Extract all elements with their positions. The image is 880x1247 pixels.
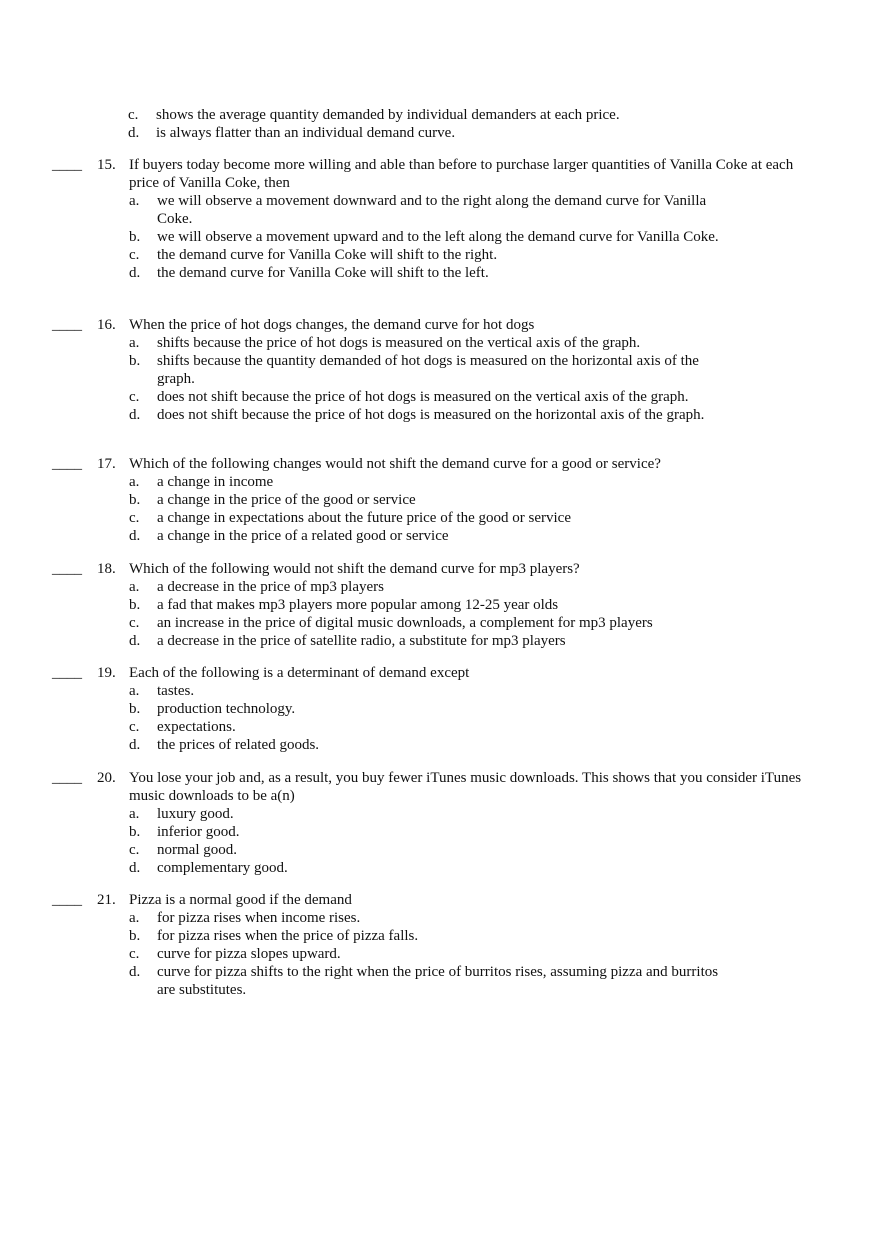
option-text: does not shift because the price of hot dogs is measured on the vertical axis of the graph. (157, 389, 689, 405)
option-d (129, 527, 723, 545)
continued-options (128, 106, 768, 142)
option-letter: a. (129, 474, 140, 490)
option-c (129, 388, 723, 406)
option-b (129, 491, 723, 509)
option-letter: a. (129, 683, 140, 699)
question-stem: When the price of hot dogs changes, the demand curve for hot dogs (129, 317, 535, 333)
option-text: shows the average quantity demanded by individual demanders at each price. (156, 107, 620, 123)
option-text: complementary good. (157, 860, 288, 876)
option-text: the demand curve for Vanilla Coke will shift to the right. (157, 247, 498, 263)
option-letter: b. (129, 928, 141, 944)
options-list (129, 909, 812, 999)
option-text: for pizza rises when income rises. (157, 910, 361, 926)
question-number: 16. (97, 317, 116, 333)
option-letter: c. (129, 247, 140, 263)
option-letter: b. (129, 492, 141, 508)
question-stem: You lose your job and, as a result, you buy fewer iTunes music downloads. This shows that you consider iTunes music downloads to be a(n) (129, 770, 802, 804)
option-a (129, 682, 723, 700)
option-c (129, 841, 723, 859)
option-letter: d. (129, 265, 141, 281)
option-letter: b. (129, 701, 141, 717)
option-a (129, 334, 723, 352)
option-text: the demand curve for Vanilla Coke will shift to the left. (157, 265, 489, 281)
option-text: a fad that makes mp3 players more popular among 12-25 year olds (157, 597, 559, 613)
option-text: the prices of related goods. (157, 737, 320, 753)
answer-blank[interactable]: ____ (52, 157, 82, 173)
option-letter: c. (129, 510, 140, 526)
option-text: a change in expectations about the future price of the good or service (157, 510, 572, 526)
option-c (129, 945, 723, 963)
option-d (128, 124, 768, 142)
option-text: tastes. (157, 683, 195, 699)
options-list (129, 805, 812, 877)
option-letter: a. (129, 806, 140, 822)
question-16 (52, 316, 812, 424)
option-letter: d. (129, 407, 141, 423)
option-text: a change in the price of a related good or service (157, 528, 449, 544)
question-stem: Which of the following would not shift the demand curve for mp3 players? (129, 561, 580, 577)
option-text: production technology. (157, 701, 296, 717)
option-d (129, 264, 723, 282)
answer-blank[interactable]: ____ (52, 317, 82, 333)
option-text: luxury good. (157, 806, 234, 822)
question-18 (52, 560, 812, 650)
option-c (128, 106, 768, 124)
option-text: is always flatter than an individual demand curve. (156, 125, 456, 141)
option-text: curve for pizza shifts to the right when the price of burritos rises, assuming pizza and burritos are substitutes. (157, 964, 719, 998)
question-number: 21. (97, 892, 116, 908)
option-d (129, 736, 723, 754)
question-15 (52, 156, 812, 282)
option-d (129, 632, 723, 650)
option-letter: c. (129, 615, 140, 631)
option-letter: c. (129, 719, 140, 735)
option-letter: c. (129, 842, 140, 858)
option-letter: b. (129, 353, 141, 369)
option-text: inferior good. (157, 824, 240, 840)
question-21 (52, 891, 812, 999)
answer-blank[interactable]: ____ (52, 892, 82, 908)
option-letter: b. (129, 597, 141, 613)
question-19 (52, 664, 812, 754)
option-letter: b. (129, 229, 141, 245)
option-text: we will observe a movement upward and to the left along the demand curve for Vanilla Coke. (157, 229, 719, 245)
option-d (129, 859, 723, 877)
option-text: an increase in the price of digital music downloads, a complement for mp3 players (157, 615, 653, 631)
option-letter: d. (129, 633, 141, 649)
option-b (129, 596, 723, 614)
option-a (129, 578, 723, 596)
option-c (129, 718, 723, 736)
option-text: expectations. (157, 719, 236, 735)
option-letter: b. (129, 824, 141, 840)
option-text: a decrease in the price of mp3 players (157, 579, 384, 595)
option-a (129, 473, 723, 491)
option-b (129, 352, 723, 388)
option-text: a decrease in the price of satellite radio, a substitute for mp3 players (157, 633, 566, 649)
options-list (129, 473, 812, 545)
option-letter: a. (129, 335, 140, 351)
option-text: does not shift because the price of hot dogs is measured on the horizontal axis of the graph. (157, 407, 705, 423)
question-number: 20. (97, 770, 116, 786)
option-letter: d. (129, 860, 141, 876)
option-letter: d. (128, 125, 140, 141)
options-list (129, 334, 812, 424)
option-b (129, 228, 723, 246)
option-text: for pizza rises when the price of pizza falls. (157, 928, 419, 944)
question-stem: If buyers today become more willing and able than before to purchase larger quantities of Vanilla Coke at each price of Vanilla Coke, then (129, 157, 794, 191)
option-b (129, 823, 723, 841)
option-a (129, 192, 723, 228)
question-17 (52, 455, 812, 545)
options-list (129, 192, 812, 282)
option-d (129, 963, 723, 999)
option-text: curve for pizza slopes upward. (157, 946, 341, 962)
option-text: a change in income (157, 474, 274, 490)
option-letter: d. (129, 528, 141, 544)
answer-blank[interactable]: ____ (52, 665, 82, 681)
question-number: 18. (97, 561, 116, 577)
option-c (129, 509, 723, 527)
question-number: 19. (97, 665, 116, 681)
option-letter: a. (129, 193, 140, 209)
option-letter: d. (129, 964, 141, 980)
option-text: shifts because the quantity demanded of hot dogs is measured on the horizontal axis of the graph. (157, 353, 699, 387)
answer-blank[interactable]: ____ (52, 456, 82, 472)
option-letter: d. (129, 737, 141, 753)
option-letter: c. (129, 389, 140, 405)
option-text: we will observe a movement downward and to the right along the demand curve for Vanilla Coke. (157, 193, 707, 227)
question-20 (52, 769, 812, 877)
options-list (129, 578, 812, 650)
question-stem: Each of the following is a determinant of demand except (129, 665, 470, 681)
question-number: 15. (97, 157, 116, 173)
option-c (129, 246, 723, 264)
option-b (129, 927, 723, 945)
option-d (129, 406, 723, 424)
answer-blank[interactable]: ____ (52, 561, 82, 577)
options-list (129, 682, 812, 754)
option-letter: a. (129, 579, 140, 595)
option-c (129, 614, 723, 632)
answer-blank[interactable]: ____ (52, 770, 82, 786)
option-letter: a. (129, 910, 140, 926)
option-letter: c. (128, 107, 139, 123)
option-text: normal good. (157, 842, 237, 858)
option-b (129, 700, 723, 718)
option-a (129, 805, 723, 823)
question-stem: Which of the following changes would not shift the demand curve for a good or service? (129, 456, 661, 472)
option-text: a change in the price of the good or service (157, 492, 416, 508)
question-stem: Pizza is a normal good if the demand (129, 892, 352, 908)
option-text: shifts because the price of hot dogs is measured on the vertical axis of the graph. (157, 335, 641, 351)
option-letter: c. (129, 946, 140, 962)
option-a (129, 909, 723, 927)
question-number: 17. (97, 456, 116, 472)
